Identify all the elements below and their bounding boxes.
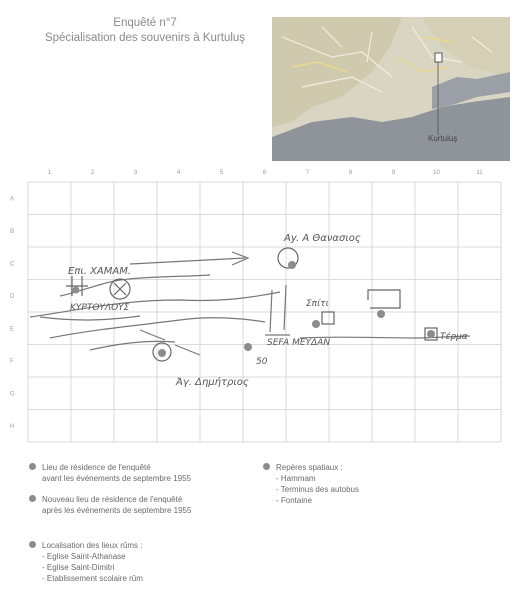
grid-column-label: 2 [90, 170, 95, 176]
legend-text: - Eglise Saint-Dimitri [42, 563, 115, 572]
grid-row-label: G [10, 391, 15, 398]
label-kurtulus: ΚΥΡΤΟΥΛΟΥΣ [70, 303, 130, 313]
grid-row-label: E [10, 326, 15, 333]
legend-dot-icon [29, 495, 36, 502]
grid-column-label: 7 [305, 170, 310, 176]
label-terminus: Τέρμα [440, 332, 468, 342]
grid-column-label: 8 [348, 170, 353, 176]
legend-text: Repères spatiaux : [276, 463, 343, 472]
grid-column-label: 6 [262, 170, 267, 176]
dot-marker [312, 320, 320, 328]
legend-text: Lieu de résidence de l'enquêté [42, 463, 151, 472]
house-square-marker [322, 312, 334, 324]
grid-column-labels [48, 170, 483, 176]
legend-text: - Eglise Saint-Athanase [42, 552, 126, 561]
legend-text: avant les événements de septembre 1955 [42, 474, 191, 483]
legend-rum-places [42, 540, 143, 584]
legend-residence-after [42, 494, 191, 516]
grid-column-label: 5 [219, 170, 224, 176]
legend-dot-icon [263, 463, 270, 470]
grid-row-labels [10, 196, 15, 430]
dot-marker [73, 287, 80, 294]
legend-text: - Etablissement scolaire rûm [42, 574, 143, 583]
label-agios-athanasios: Ay. A Θανασιος [284, 233, 361, 244]
grid-row-label: F [10, 358, 14, 365]
grid-column-label: 9 [391, 170, 396, 176]
label-agios-dimitrios: Άγ. Δημήτριος [176, 377, 249, 388]
legend-text: Localisation des lieux rûms : [42, 541, 143, 550]
label-50: 50 [256, 357, 268, 367]
title-line-1: Enquêté n°7 [113, 17, 177, 29]
grid-row-label: D [10, 293, 15, 300]
legend-dot-icon [29, 541, 36, 548]
grid-row-label: A [10, 196, 15, 203]
sketch-handwriting [68, 233, 468, 388]
label-hamam: Επι. ΧΑΜΑΜ. [68, 266, 132, 277]
grid-column-label: 10 [433, 170, 440, 176]
grid-row-label: C [10, 261, 15, 268]
legend-text: - Fontaine [276, 496, 313, 505]
title-line-2: Spécialisation des souvenirs à Kurtuluş [44, 32, 246, 44]
legend-dot-icon [29, 463, 36, 470]
label-spiti: Σπίτι [306, 299, 329, 309]
grid-column-label: 4 [176, 170, 181, 176]
grid-column-label: 11 [476, 170, 483, 176]
grid-row-label: B [10, 228, 15, 235]
label-sefa-meydani: SEFA ΜΕΥΔΑΝ [267, 338, 331, 348]
legend-residence-before [42, 462, 191, 484]
dot-marker [427, 330, 435, 338]
grid-column-label: 1 [47, 170, 52, 176]
grid-column-label: 3 [133, 170, 138, 176]
legend-text: - Hammam [276, 474, 316, 483]
legend-text: - Terminus des autobus [276, 485, 360, 494]
map-label-kurtulus: Kurtuluş [428, 134, 458, 143]
dot-marker [244, 343, 252, 351]
grid-row-label: H [10, 423, 15, 430]
dot-marker [377, 310, 385, 318]
legend-landmarks [276, 462, 359, 506]
dot-marker [288, 261, 296, 269]
dot-marker [158, 349, 166, 357]
legend-text: Nouveau lieu de résidence de l'enquêté [42, 495, 183, 504]
legend-text: après les événements de septembre 1955 [42, 506, 192, 515]
